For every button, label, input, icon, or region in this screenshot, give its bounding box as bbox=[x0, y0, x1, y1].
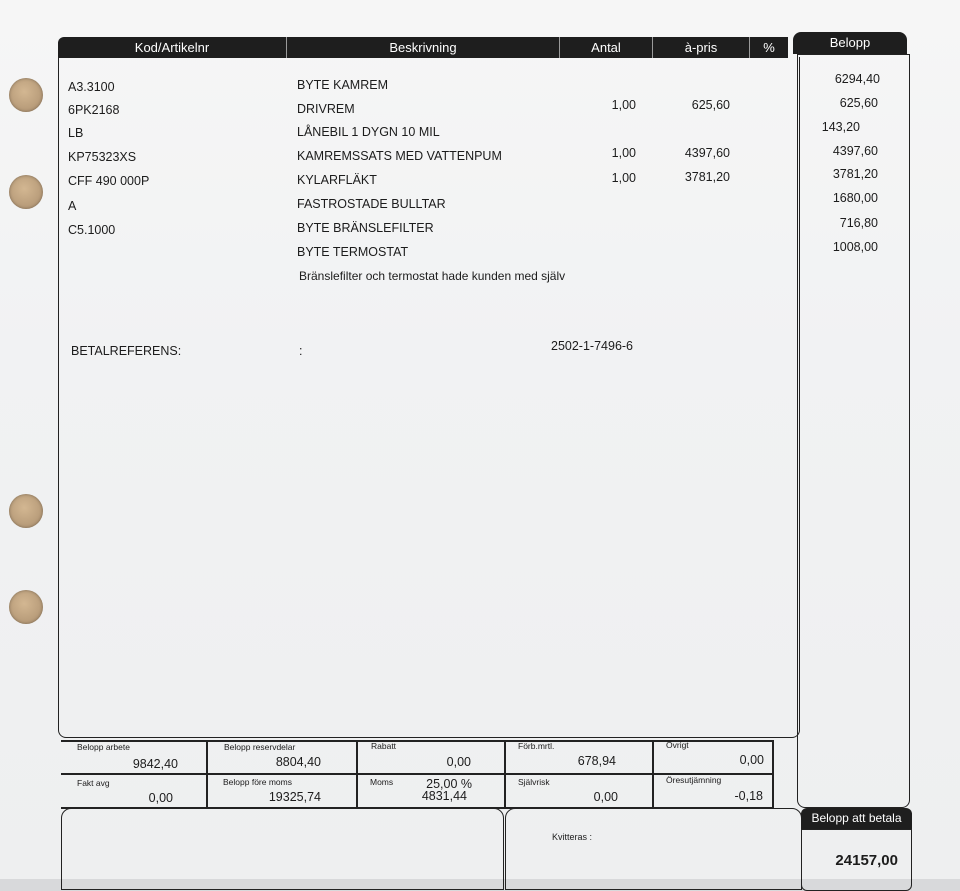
belopp-arbete-value: 9842,40 bbox=[132, 757, 178, 771]
item-amount: 625,60 bbox=[839, 96, 878, 110]
ovrigt-value: 0,00 bbox=[739, 753, 764, 767]
item-code: A3.3100 bbox=[68, 80, 115, 94]
signature-box bbox=[61, 808, 504, 890]
item-description: BYTE BRÄNSLEFILTER bbox=[297, 221, 434, 235]
item-quantity: 1,00 bbox=[611, 171, 636, 185]
header-divider bbox=[559, 37, 560, 58]
header-antal: Antal bbox=[560, 37, 652, 58]
rabatt-value: 0,00 bbox=[446, 755, 471, 769]
moms-value: 4831,44 bbox=[421, 789, 467, 803]
item-description: BYTE TERMOSTAT bbox=[297, 245, 409, 259]
divider bbox=[206, 740, 208, 808]
item-note: Bränslefilter och termostat hade kunden med själv bbox=[299, 269, 566, 283]
item-description: LÅNEBIL 1 DYGN 10 MIL bbox=[297, 125, 440, 139]
divider bbox=[504, 740, 506, 808]
rabatt-label: Rabatt bbox=[371, 741, 397, 751]
moms-label: Moms bbox=[370, 777, 394, 787]
item-description: DRIVREM bbox=[297, 102, 355, 116]
header-belopp: Belopp bbox=[793, 32, 907, 54]
item-quantity: 1,00 bbox=[611, 98, 636, 112]
oresutjamning-value: -0,18 bbox=[734, 789, 763, 803]
item-amount: 716,80 bbox=[839, 216, 878, 230]
belopp-reservdelar-value: 8804,40 bbox=[275, 755, 321, 769]
betalreferens-label: BETALREFERENS: bbox=[71, 344, 182, 358]
item-description: KAMREMSSATS MED VATTENPUM bbox=[297, 149, 502, 163]
header-beskrivning: Beskrivning bbox=[287, 37, 559, 58]
header-divider bbox=[286, 37, 287, 58]
item-unit-price: 3781,20 bbox=[684, 170, 730, 184]
item-amount: 3781,20 bbox=[832, 167, 878, 181]
item-description: BYTE KAMREM bbox=[297, 78, 388, 92]
sjalvrisk-label: Självrisk bbox=[518, 777, 550, 787]
fakt-avg-label: Fakt avg bbox=[77, 778, 110, 788]
betalreferens-colon: : bbox=[299, 344, 303, 358]
punch-hole bbox=[9, 78, 43, 112]
fakt-avg-value: 0,00 bbox=[148, 791, 173, 805]
item-code: 6PK2168 bbox=[68, 103, 120, 117]
item-amount: 1008,00 bbox=[832, 240, 878, 254]
item-amount: 143,20 bbox=[821, 120, 860, 134]
belopp-reservdelar-label: Belopp reservdelar bbox=[224, 742, 296, 752]
header-apris: à-pris bbox=[653, 37, 749, 58]
moms-rate: 25,00 % bbox=[426, 777, 472, 791]
item-description: FASTROSTADE BULLTAR bbox=[297, 197, 446, 211]
oresutjamning-label: Öresutjämning bbox=[666, 775, 722, 785]
total-value: 24157,00 bbox=[835, 852, 898, 869]
belopp-fore-moms-value: 19325,74 bbox=[268, 790, 321, 804]
sjalvrisk-value: 0,00 bbox=[593, 790, 618, 804]
kvitteras-box bbox=[505, 808, 802, 890]
item-unit-price: 4397,60 bbox=[684, 146, 730, 160]
belopp-fore-moms-label: Belopp före moms bbox=[223, 777, 292, 787]
kvitteras-label: Kvitteras : bbox=[552, 832, 593, 842]
punch-hole bbox=[9, 175, 43, 209]
header-kod: Kod/Artikelnr bbox=[58, 37, 286, 58]
punch-hole bbox=[9, 590, 43, 624]
header-divider bbox=[652, 37, 653, 58]
item-quantity: 1,00 bbox=[611, 146, 636, 160]
item-description: KYLARFLÄKT bbox=[297, 173, 377, 187]
item-code: A bbox=[68, 199, 77, 213]
total-label: Belopp att betala bbox=[801, 808, 912, 830]
ovrigt-label: Övrigt bbox=[666, 740, 689, 750]
item-code: CFF 490 000P bbox=[68, 174, 150, 188]
forb-mtrl-label: Förb.mrtl. bbox=[518, 741, 555, 751]
item-amount: 4397,60 bbox=[832, 144, 878, 158]
belopp-arbete-label: Belopp arbete bbox=[77, 742, 130, 752]
item-code: C5.1000 bbox=[68, 223, 116, 237]
item-amount: 1680,00 bbox=[832, 191, 878, 205]
divider bbox=[772, 740, 774, 808]
item-unit-price: 625,60 bbox=[691, 98, 730, 112]
divider bbox=[356, 740, 358, 808]
item-amount: 6294,40 bbox=[834, 72, 880, 86]
header-procent: % bbox=[750, 37, 788, 58]
item-code: KP75323XS bbox=[68, 150, 137, 164]
item-code: LB bbox=[68, 126, 84, 140]
punch-hole bbox=[9, 494, 43, 528]
header-divider bbox=[749, 37, 750, 58]
forb-mtrl-value: 678,94 bbox=[577, 754, 616, 768]
divider bbox=[652, 740, 654, 808]
betalreferens-value: 2502-1-7496-6 bbox=[551, 339, 634, 353]
